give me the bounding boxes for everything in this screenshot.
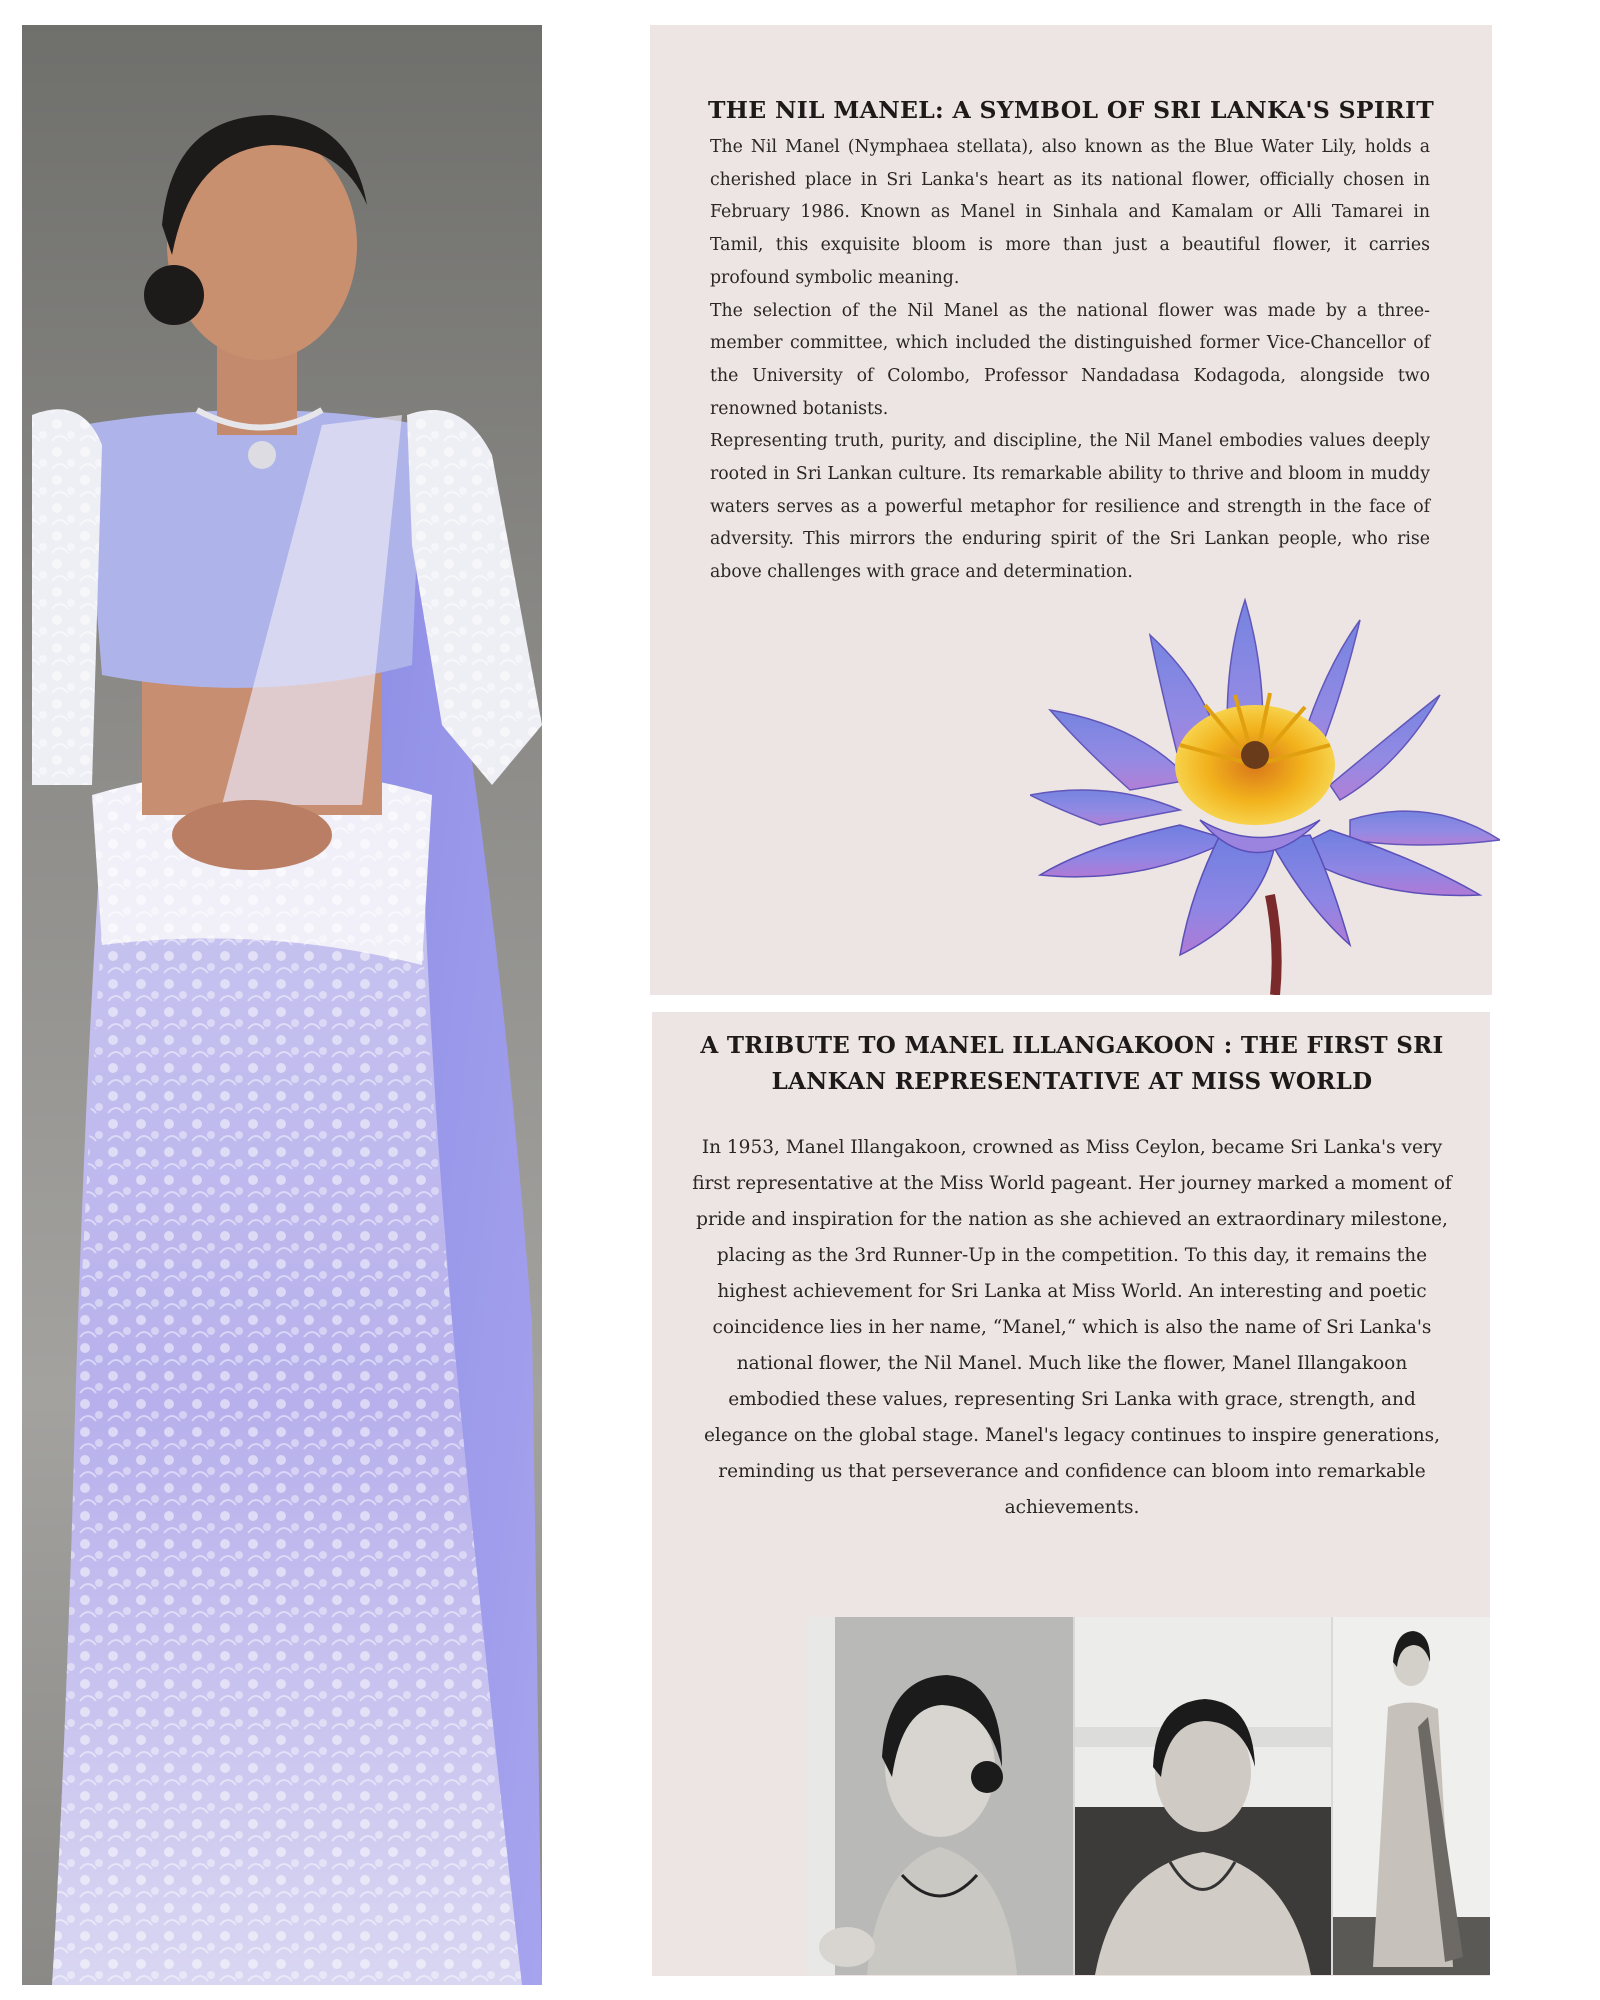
nil-manel-body [710,131,1430,589]
tribute-body: In 1953, Manel Illangakoon, crowned as Miss Ceylon, became Sri Lanka's very first representative at the Miss World pageant. Her journey marked a moment of pride and inspiration for the nation as she achieved an extraordinary milestone, placing as the 3rd Runner-Up in the competition. To this day, it remains the highest achievement for Sri Lanka at Miss World. An interesting and poetic coincidence lies in her name, “Manel,“ which is also the name of Sri Lanka's national flower, the Nil Manel. Much like the flower, Manel Illangakoon embodied these values, representing Sri Lanka with grace, strength, and elegance on the global stage. Manel's legacy continues to inspire generations, reminding us that perseverance and confidence can bloom into remarkable achievements. [692,1137,1452,1518]
archival-photo-strip [807,1617,1490,1975]
paragraph: Representing truth, purity, and discipline, the Nil Manel embodies values deeply rooted in Sri Lankan culture. Its remarkable ability to thrive and bloom in muddy waters serves as a powerful metaphor for resilience and strength in the face of adversity. This mirrors the enduring spirit of the Sri Lankan people, who rise above challenges with grace and determination. [710,431,1430,583]
paragraph: The selection of the Nil Manel as the national flower was made by a three-member committee, which included the distinguished former Vice-Chancellor of the University of Colombo, Professor Nandadasa Kodagoda, alongside two renowned botanists. [710,300,1430,419]
archival-full-length-photo [1333,1617,1490,1975]
blue-water-lily-illustration [1030,595,1500,995]
section-heading-nil-manel: THE NIL MANEL: A SYMBOL OF SRI LANKA'S SPIRIT [708,96,1435,124]
portrait-photo [22,25,542,1985]
tribute-panel [652,1012,1490,1976]
archival-portrait-photo [807,1617,1073,1975]
section-heading-tribute: A TRIBUTE TO MANEL ILLANGAKOON : THE FIRST SRI LANKAN REPRESENTATIVE AT MISS WORLD [700,1032,1444,1095]
paragraph: The Nil Manel (Nymphaea stellata), also known as the Blue Water Lily, holds a cherished place in Sri Lanka's heart as its national flower, officially chosen in February 1986. Known as Manel in Sinhala and Kamalam or Alli Tamarei in Tamil, this exquisite bloom is more than just a beautiful flower, it carries profound symbolic meaning. [710,137,1430,288]
nil-manel-panel [650,25,1492,995]
archival-portrait-photo [1075,1617,1331,1975]
